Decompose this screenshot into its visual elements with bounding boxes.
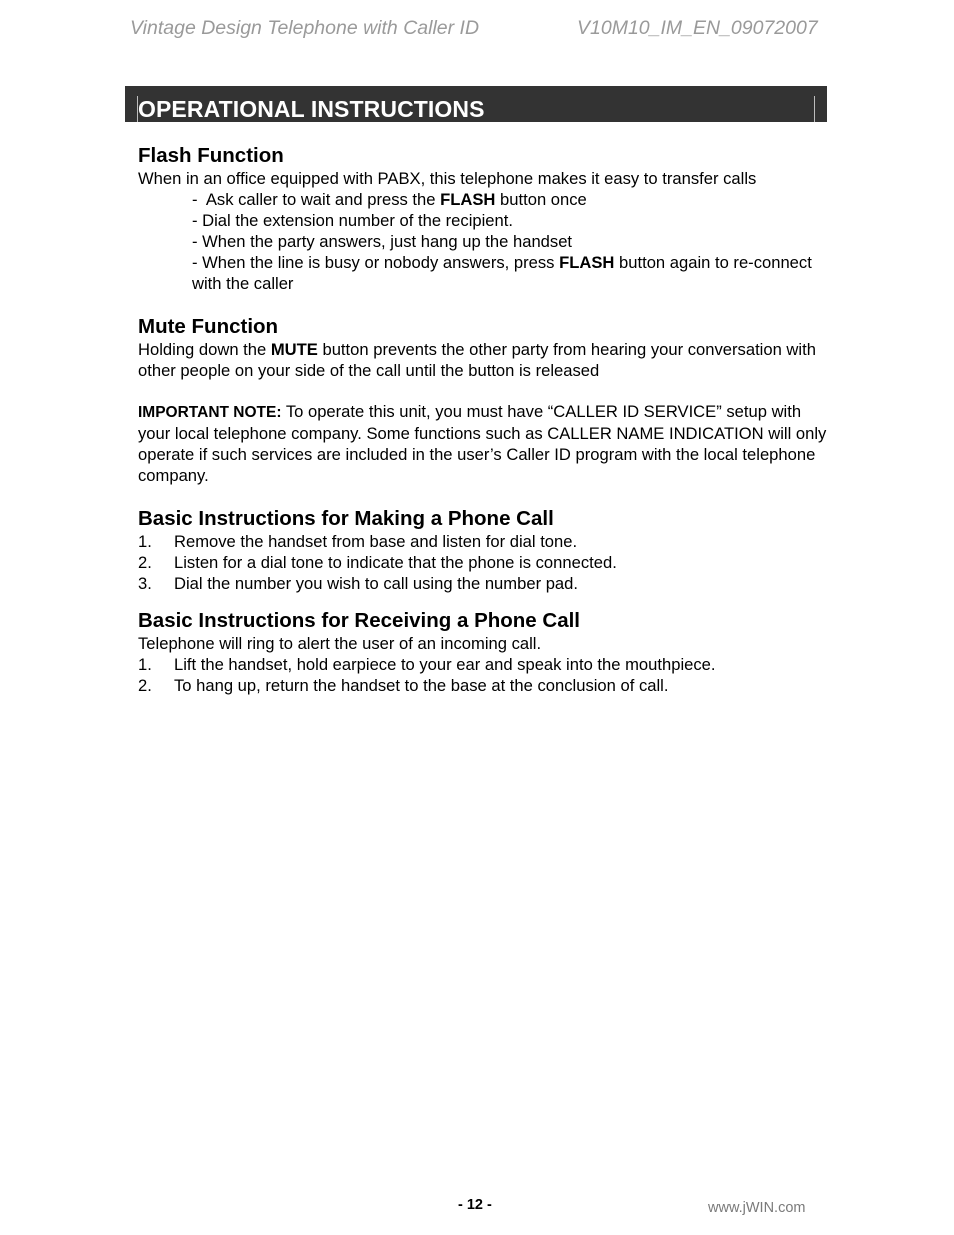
flash-step-1: - Ask caller to wait and press the FLASH button once xyxy=(192,190,587,209)
flash-step-4: - When the line is busy or nobody answers, press FLASH button again to re-connect with the caller xyxy=(192,253,812,293)
receiving-call-list xyxy=(138,654,828,696)
important-note: IMPORTANT NOTE: To operate this unit, you must have “CALLER ID SERVICE” setup with your local telephone company. Some functions such as CALLER NAME INDICATION will only operate if such services are included in the user’s Caller ID program with the local telephone company. xyxy=(138,402,827,485)
list-item: 2. Listen for a dial tone to indicate that the phone is connected. xyxy=(138,553,617,572)
header-doc-code: V10M10_IM_EN_09072007 xyxy=(577,17,818,39)
list-item: 1. Lift the handset, hold earpiece to your ear and speak into the mouthpiece. xyxy=(138,655,716,674)
receiving-call-intro: Telephone will ring to alert the user of an incoming call. xyxy=(138,634,542,653)
page-number: - 12 - xyxy=(458,1197,492,1213)
footer-url: www.jWIN.com xyxy=(708,1200,806,1216)
section-title: OPERATIONAL INSTRUCTIONS xyxy=(138,96,485,122)
flash-step-2: - Dial the extension number of the recipient. xyxy=(192,211,513,230)
mute-heading: Mute Function xyxy=(138,315,279,338)
mute-text: Holding down the MUTE button prevents the other party from hearing your conversation with other people on your side of the call until the button is released xyxy=(138,340,816,380)
receiving-call-heading: Basic Instructions for Receiving a Phone Call xyxy=(138,609,581,632)
list-item: 3. Dial the number you wish to call using the number pad. xyxy=(138,574,579,593)
header-title: Vintage Design Telephone with Caller ID xyxy=(130,17,480,39)
flash-intro: When in an office equipped with PABX, this telephone makes it easy to transfer calls xyxy=(138,169,757,188)
mute-keyword: MUTE xyxy=(270,340,318,359)
flash-step-3: - When the party answers, just hang up the handset xyxy=(192,232,573,251)
making-call-heading: Basic Instructions for Making a Phone Call xyxy=(138,507,554,530)
list-item: 2. To hang up, return the handset to the base at the conclusion of call. xyxy=(138,676,669,695)
important-note-label: IMPORTANT NOTE: xyxy=(138,404,282,421)
making-call-list xyxy=(138,531,828,594)
page-content xyxy=(138,143,828,696)
section-title-band xyxy=(125,86,827,122)
band-divider-right xyxy=(814,96,815,122)
flash-keyword: FLASH xyxy=(440,190,496,209)
flash-keyword: FLASH xyxy=(559,253,615,272)
flash-heading: Flash Function xyxy=(138,144,284,167)
list-item: 1. Remove the handset from base and listen for dial tone. xyxy=(138,532,578,551)
flash-steps xyxy=(192,189,828,294)
